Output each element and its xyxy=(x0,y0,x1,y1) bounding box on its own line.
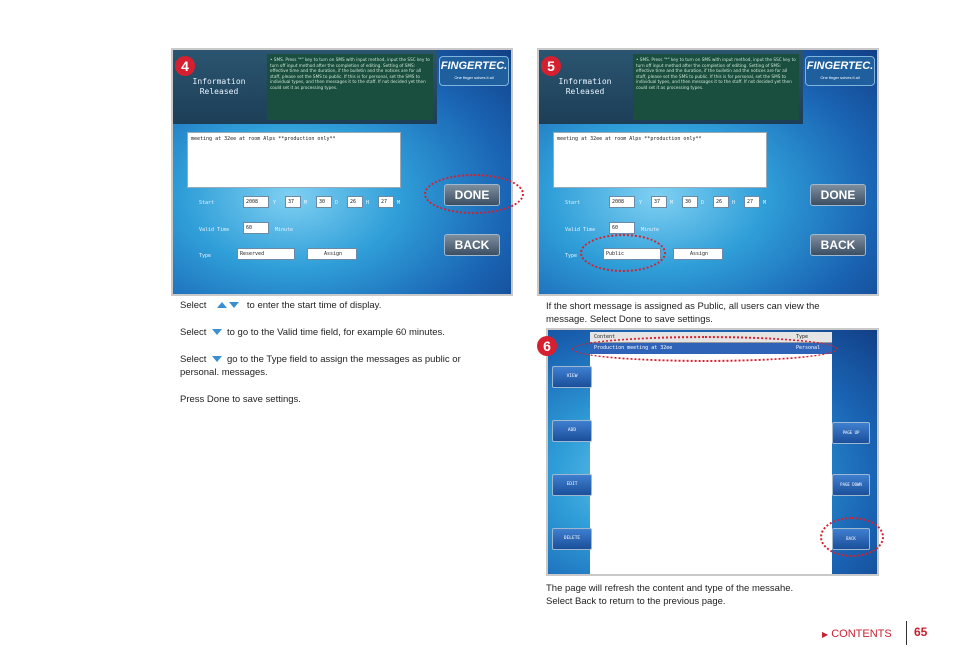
caption-step-4 xyxy=(180,299,510,406)
add-button[interactable]: ADD xyxy=(552,420,592,442)
screenshot-step-4 xyxy=(171,48,513,296)
start-label: Start xyxy=(199,200,215,206)
caption-text: The page will refresh the content and type of the messahe. xyxy=(546,583,794,594)
done-button[interactable]: DONE xyxy=(810,184,866,206)
caption-step-6 xyxy=(546,582,886,608)
assign-field[interactable]: Assign xyxy=(307,248,357,260)
done-button[interactable]: DONE xyxy=(444,184,500,206)
fingertec-logo: FINGERTEC. One finger solves it all xyxy=(439,56,509,86)
caption-text: message. Select Done to save settings. xyxy=(546,314,713,325)
type-label: Type xyxy=(199,253,212,259)
info-header xyxy=(173,50,437,124)
message-textarea[interactable]: meeting at 32ee at room Alps **production only** xyxy=(187,132,401,188)
start-day-field[interactable]: 30 xyxy=(316,196,332,208)
assign-field[interactable]: Assign xyxy=(673,248,723,260)
highlight-circle xyxy=(572,336,838,362)
valid-time-unit: Minute xyxy=(641,227,660,233)
caption-text: Select xyxy=(180,327,207,338)
year-unit: Y xyxy=(273,200,277,206)
caption-text: personal. messages. xyxy=(180,367,268,378)
triangle-right-icon: ▶ xyxy=(822,630,829,639)
arrow-down-icon xyxy=(212,329,222,335)
start-hour-field[interactable]: 26 xyxy=(347,196,363,208)
start-month-field[interactable]: 37 xyxy=(285,196,301,208)
column-type: Type xyxy=(796,334,809,340)
type-field[interactable]: Public xyxy=(603,248,661,260)
step-badge: 5 xyxy=(541,56,561,76)
valid-time-label: Valid Time xyxy=(565,227,596,233)
month-unit: M xyxy=(304,200,308,206)
start-minute-field[interactable]: 27 xyxy=(744,196,760,208)
page-up-button[interactable]: PAGE UP xyxy=(832,422,870,444)
contents-link[interactable] xyxy=(822,628,892,640)
edit-button[interactable]: EDIT xyxy=(552,474,592,496)
info-header xyxy=(539,50,803,124)
message-list xyxy=(590,332,832,574)
arrow-up-icon xyxy=(217,302,227,308)
month-unit: M xyxy=(670,200,674,206)
page-number: 65 xyxy=(914,625,928,639)
column-content: Content xyxy=(594,334,616,340)
caption-text: to enter the start time of display. xyxy=(246,300,382,311)
caption-text: If the short message is assigned as Public, all users can view the xyxy=(546,301,820,312)
type-label: Type xyxy=(565,253,578,259)
back-button[interactable]: BACK xyxy=(444,234,500,256)
footer-divider xyxy=(906,621,907,645)
sms-help-text: • SMS. Press "*" key to turn on SMS with input method, input the SSC key to turn off input method after the completion of editing. Setting of SMS: effective time and the duration, if the bulletin and the notices are for all staff, please set the SMS to public. If this is for personal, set the SMS to individual types, and then messages it to the staff. If not decided yet then could set it as processing types. xyxy=(633,54,799,120)
start-year-field[interactable]: 2008 xyxy=(243,196,269,208)
contents-label: CONTENTS xyxy=(831,628,892,640)
back-button[interactable]: BACK xyxy=(810,234,866,256)
fingertec-logo: FINGERTEC. One finger solves it all xyxy=(805,56,875,86)
delete-button[interactable]: DELETE xyxy=(552,528,592,550)
year-unit: Y xyxy=(639,200,643,206)
caption-text: Select xyxy=(180,300,207,311)
message-textarea[interactable]: meeting at 32ee at room Alps **production only** xyxy=(553,132,767,188)
back-button[interactable]: BACK xyxy=(832,528,870,550)
row-content: Production meeting at 32ee xyxy=(594,345,673,351)
highlight-circle xyxy=(424,174,524,214)
caption-text: Select xyxy=(180,354,207,365)
start-year-field[interactable]: 2008 xyxy=(609,196,635,208)
valid-time-field[interactable]: 60 xyxy=(609,222,635,234)
valid-time-unit: Minute xyxy=(275,227,294,233)
minute-unit: M xyxy=(397,200,401,206)
page-down-button[interactable]: PAGE DOWN xyxy=(832,474,870,496)
start-month-field[interactable]: 37 xyxy=(651,196,667,208)
start-label: Start xyxy=(565,200,581,206)
caption-text: to go to the Valid time field, for example 60 minutes. xyxy=(226,327,445,338)
caption-text: Select Back to return to the previous page. xyxy=(546,596,726,607)
day-unit: D xyxy=(701,200,705,206)
start-hour-field[interactable]: 26 xyxy=(713,196,729,208)
step-badge: 6 xyxy=(537,336,557,356)
arrow-down-icon xyxy=(229,302,239,308)
sms-help-text: • SMS. Press "*" key to turn on SMS with input method, input the SSC key to turn off input method after the completion of editing. Setting of SMS: effective time and the duration, if the bulletin and the notices are for all staff, please set the SMS to public. If this is for personal, set the SMS to individual types, and then messages it to the staff. If not decided yet then could set it as processing types. xyxy=(267,54,433,120)
caption-text: go to the Type field to assign the messages as public or xyxy=(226,354,461,365)
caption-step-5 xyxy=(546,300,886,326)
info-label: Information Released xyxy=(558,77,612,96)
day-unit: D xyxy=(335,200,339,206)
view-button[interactable]: VIEW xyxy=(552,366,592,388)
highlight-circle xyxy=(580,234,666,272)
caption-text: Press Done to save settings. xyxy=(180,394,301,405)
valid-time-label: Valid Time xyxy=(199,227,230,233)
hour-unit: H xyxy=(732,200,736,206)
step-badge: 4 xyxy=(175,56,195,76)
highlight-circle xyxy=(820,517,884,557)
hour-unit: H xyxy=(366,200,370,206)
minute-unit: M xyxy=(763,200,767,206)
type-field[interactable]: Reserved xyxy=(237,248,295,260)
info-label: Information Released xyxy=(192,77,246,96)
arrow-down-icon xyxy=(212,356,222,362)
valid-time-field[interactable]: 60 xyxy=(243,222,269,234)
row-type: Personal xyxy=(796,345,821,351)
start-minute-field[interactable]: 27 xyxy=(378,196,394,208)
start-day-field[interactable]: 30 xyxy=(682,196,698,208)
